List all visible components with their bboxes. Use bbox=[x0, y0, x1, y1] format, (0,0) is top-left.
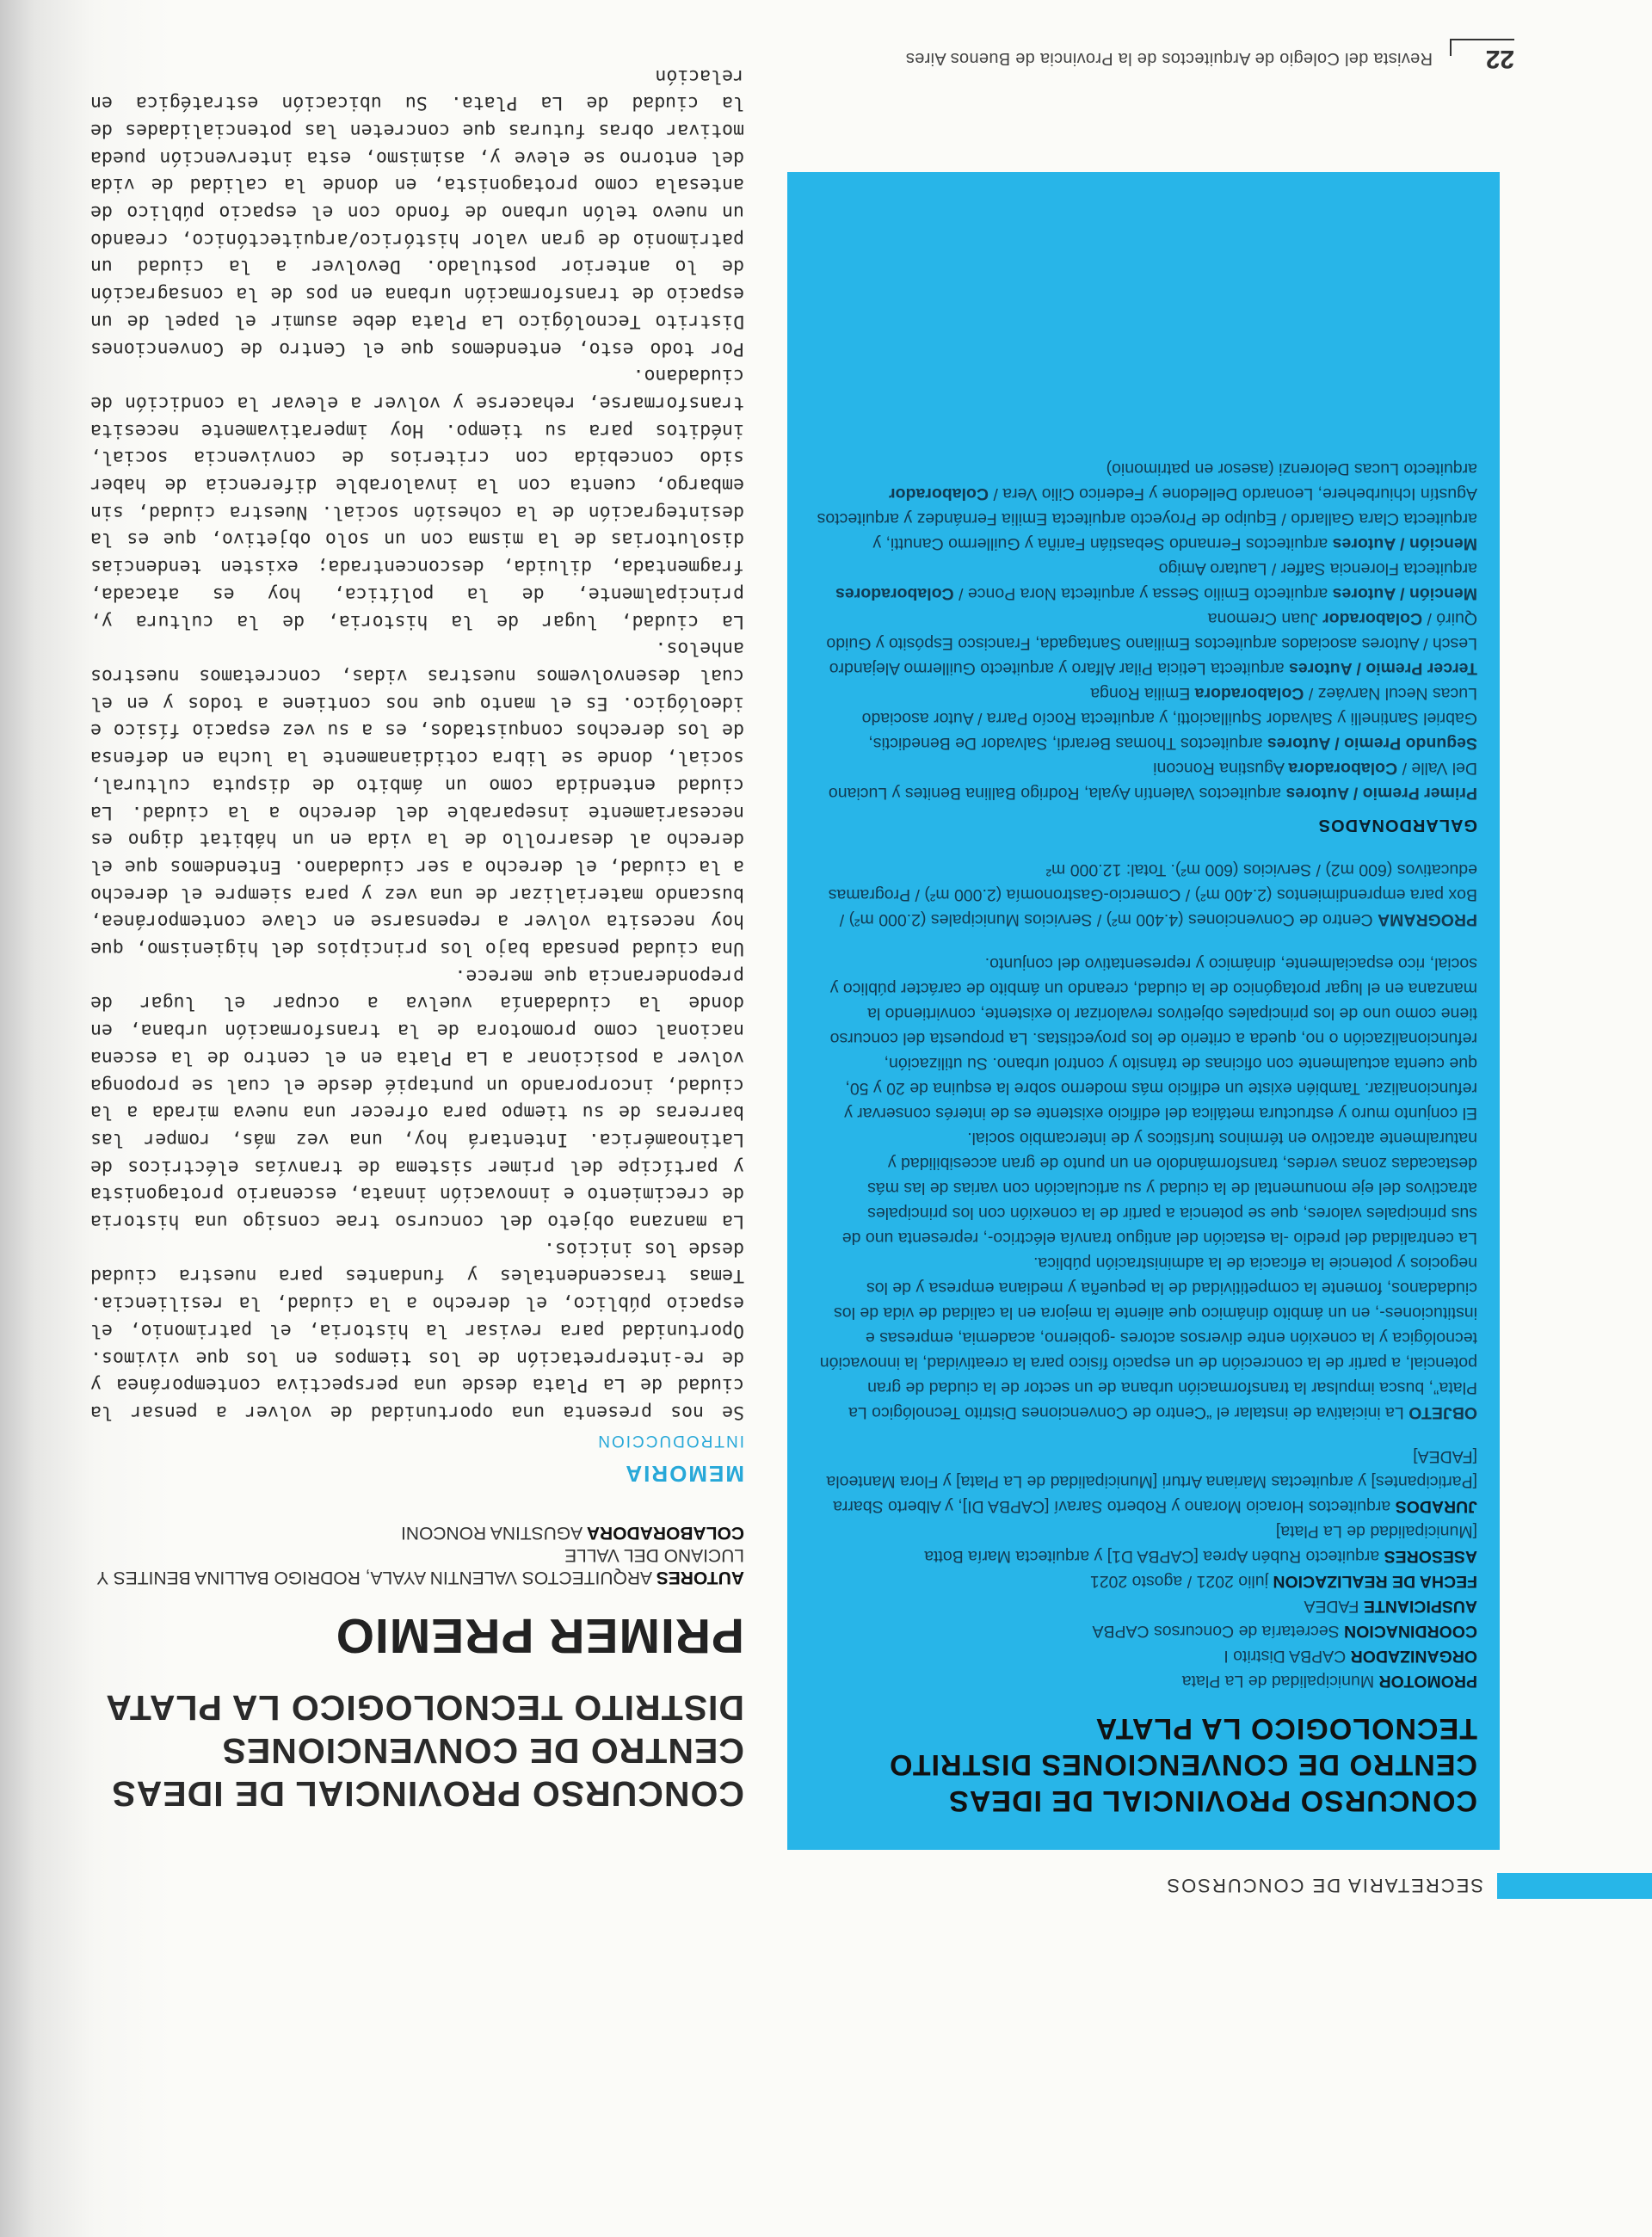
award-entry: Tercer Premio / Autores arquitecta Leticia Pilar Alfaro y arquitecto Guillermo Alejandro Lesch / Autores asociados arquitectos Emiliano Santagada, Francisco Espósito y Guido Quiró / Colaborador Juan Cremona bbox=[826, 609, 1477, 678]
info-row-promotor: PROMOTOR Municipalidad de La Plata bbox=[1181, 1672, 1477, 1691]
page-number: 22 bbox=[1485, 45, 1514, 73]
info-paragraph: La centralidad del predio -la estación del antiguo tranvía eléctrico-, representa uno de sus principales valores, que se potencia a partir de la conexión con los principales atractivos del eje monumental de la ciudad y su articulación con varias de las más destacadas zonas verdes, transformándolo en un punto de gran accesibilidad y naturalmente atractivo en términos turísticos y de intercambio social. bbox=[841, 1129, 1477, 1248]
authors-credit: AUTORES ARQUITECTOS VALENTIN AYALA, RODRIGO BALLINA BENITES Y LUCIANO DEL VALLE bbox=[96, 1545, 744, 1587]
section-color-tab bbox=[1497, 1873, 1652, 1899]
info-row-auspiciante: AUSPICIANTE FADEA bbox=[1304, 1597, 1477, 1616]
memoria-heading: MEMORIA bbox=[624, 1461, 744, 1487]
award-entry: Primer Premio / Autores arquitectos Valentín Ayala, Rodrigo Ballina Benites y Luciano Del Valle / Colaboradora Agustina Ronconi bbox=[828, 759, 1477, 803]
competition-info-box bbox=[787, 172, 1500, 1850]
award-entry: Mención / Autores arquitecto Emilio Sessa y arquitecta Nora Ponce / Colaboradores arquitecta Florencia Saffer / Lautaro Amigo bbox=[835, 559, 1477, 603]
info-row-jurados: JURADOS arquitectos Horacio Morano y Roberto Saraví [CAPBA DI], y Alberto Sbarra [Participantes] y arquitectas Mariana Arturi [Municipalidad de La Plata] y Flora Manteola [FADEA] bbox=[826, 1447, 1477, 1516]
award-title: PRIMER PREMIO bbox=[335, 1608, 744, 1663]
section-label: SECRETARIA DE CONCURSOS bbox=[1165, 1875, 1483, 1896]
galardonados-heading: GALARDONADOS bbox=[1317, 816, 1477, 835]
info-row-asesores: ASESORES arquitecto Rubén Aprea [CAPBA D1] y arquitecta María Botta [Municipalidad de La Plata] bbox=[924, 1522, 1477, 1566]
info-box-title: CONCURSO PROVINCIAL DE IDEAS CENTRO DE CONVENCIONES DISTRITO TECNOLOGICO LA PLATA bbox=[889, 1712, 1477, 1817]
article-column bbox=[90, 62, 744, 1815]
page-number-rule bbox=[1450, 39, 1514, 40]
body-paragraph: Una ciudad pensada bajo los principios del higienismo, que hoy necesita volver a repensarse en clave contemporánea, buscando materializar de una vez y para siempre el derecho a la ciudad, el derecho a ser ciudadano. Entendemos que el derecho al desarrollo de la vida en un hábitat digno es necesariamente inseparable del derecho a la ciudad. La ciudad entendida como un ámbito de disputa cultural, social, donde se libra cotidianamente la lucha en defensa de los derechos conquistados, es a su vez espacio físico e ideológico. Es el manto que nos contiene a todos y en el cual desenvolvemos nuestras vidas, concretamos nuestros anhelos. bbox=[90, 638, 744, 960]
info-programa: PROGRAMA Centro de Convenciones (4.400 m²) / Servicios Municipales (2.000 m²) / Box para emprendimientos (2.400 m²) / Comercio-Gastronomía (2.000 m²) / Programas educativos (600 m2) / Servicios (600 m²). Total: 12.000 m² bbox=[828, 860, 1477, 929]
info-objeto: OBJETO La iniciativa de instalar el “Centro de Convenciones Distrito Tecnológico La Plata”, busca impulsar la transformación urbana de un sector de la ciudad de gran potencial, a partir de la concreción de un espacio físico para la creatividad, la innovación tecnológica y la conexión entre diversos actores -gobierno, academia, empresas e instituciones-, en un ámbito dinámico que aliente la mejora en la calidad de vida de los ciudadanos, fomente la competitividad de la pequeña y mediana empresa y de los negocios y potencie la eficacia de la administración pública. bbox=[819, 1254, 1477, 1422]
award-entry: Mención / Autores arquitectos Fernando Sebastián Fariña y Guillermo Canutti, y arquitecta Clara Gallardo / Equipo de Proyecto arquitecta Emilia Fernández y arquitectos Agustín Ichiurbehere, Leonardo Delledone y Federico Cilio Vera / Colaborador arquitecto Lucas Delorenzi (asesor en patrimonio) bbox=[817, 459, 1477, 553]
info-row-organizador: ORGANIZADOR CAPBA Distrito I bbox=[1224, 1647, 1477, 1666]
article-title: CONCURSO PROVINCIAL DE IDEAS CENTRO DE CONVENCIONES DISTRITO TECNOLOGICO LA PLATA bbox=[105, 1688, 744, 1814]
info-row-fecha: FECHA DE REALIZACION julio 2021 / agosto 2021 bbox=[1089, 1572, 1477, 1591]
collaborator-credit: COLABORADORA AGUSTINA RONCONI bbox=[400, 1523, 744, 1543]
body-paragraph: Se nos presenta una oportunidad de volver a pensar la ciudad de La Plata desde una perspectiva contemporánea y de re-interpretación de los tiempos en los que vivimos. Oportunidad para revisar la historia, el patrimonio, el espacio público, el derecho a la ciudad, la resiliencia. Temas trascendentales y fundantes para nuestra ciudad desde los inicios. bbox=[90, 1237, 744, 1423]
body-paragraph: Por todo esto, entendemos que el Centro de Convenciones Distrito Tecnológico La Plata debe asumir el papel de un espacio de transformación urbana en pos de la consagración de lo anterior postulado. Devolver a la ciudad un patrimonio de gran valor histórico/arquitectónico, creando un nuevo telón urbano de fondo con el espacio público de antesala como protagonista, en donde la calidad de vida del entorno se eleve y, asimismo, esta intervención pueda motivar obras futuras que concreten las potencialidades de la ciudad de La Plata. Su ubicación estratégica en relación bbox=[90, 65, 744, 360]
body-paragraph: La manzana objeto del concurso trae consigo una historia de crecimiento e innovación innata, escenario protagonista y partícipe del primer sistema de tranvías eléctricos de Latinoamérica. Intentará hoy, una vez más, romper las barreras de su tiempo para ofrecer una nueva mirada a la ciudad, incorporando un puntapié desde el cual se proponga volver a posicionar a La Plata en el centro de la escena nacional como promotora de la transformación urbana, en donde la ciudadanía vuelva a ocupar el lugar de preponderancia que merece. bbox=[90, 964, 744, 1233]
info-row-coordinacion: COORDINACION Secretaría de Concursos CAPBA bbox=[1092, 1622, 1477, 1641]
running-title: Revista del Colegio de Arquitectos de la Provincia de Buenos Aires bbox=[905, 49, 1433, 68]
body-paragraph: La ciudad, lugar de la historia, de la cultura y, principalmente, de la política, hoy es atacada, fragmentada, diluida, desconcentrada; existen tendencias disolutorias de la misma con un solo objetivo, que es la desintegración de la cohesión social. Nuestra ciudad, sin embargo, cuenta con la invalorable diferencia de haber sido concebida con criterios de convivencia social, inéditos para su tiempo. Hoy imperativamente necesita transformarse, rehacerse y volver a elevar la condición de ciudadano. bbox=[90, 365, 744, 632]
info-paragraph: El conjunto muro y estructura metálica del edificio existente es de interés conservar y refuncionalizar. También existe un edificio más moderno sobre la esquina de 20 y 50, que cuenta actualmente con oficinas de tránsito y control urbano. Su utilización, refuncionalización o no, queda a criterio de los proyectistas. La propuesta del concurso tiene como uno de los principales objetivos revalorizar lo existente, convirtiendo la manzana en el lugar protagónico de la ciudad, creando un ámbito de carácter público y social, rico espacialmente, dinámico y representativo del conjunto. bbox=[829, 954, 1477, 1123]
introduccion-heading: INTRODUCCION bbox=[596, 1432, 744, 1450]
award-entry: Segundo Premio / Autores arquitectos Thomas Berardi, Salvador De Benedictis, Gabriel Santinelli y Salvador Squillaciotti, y arquitecta Rocío Parra / Autor asociado Lucas Necul Narváez / Colaboradora Emilia Ronga bbox=[861, 684, 1477, 753]
page-number-tick bbox=[1450, 39, 1452, 56]
